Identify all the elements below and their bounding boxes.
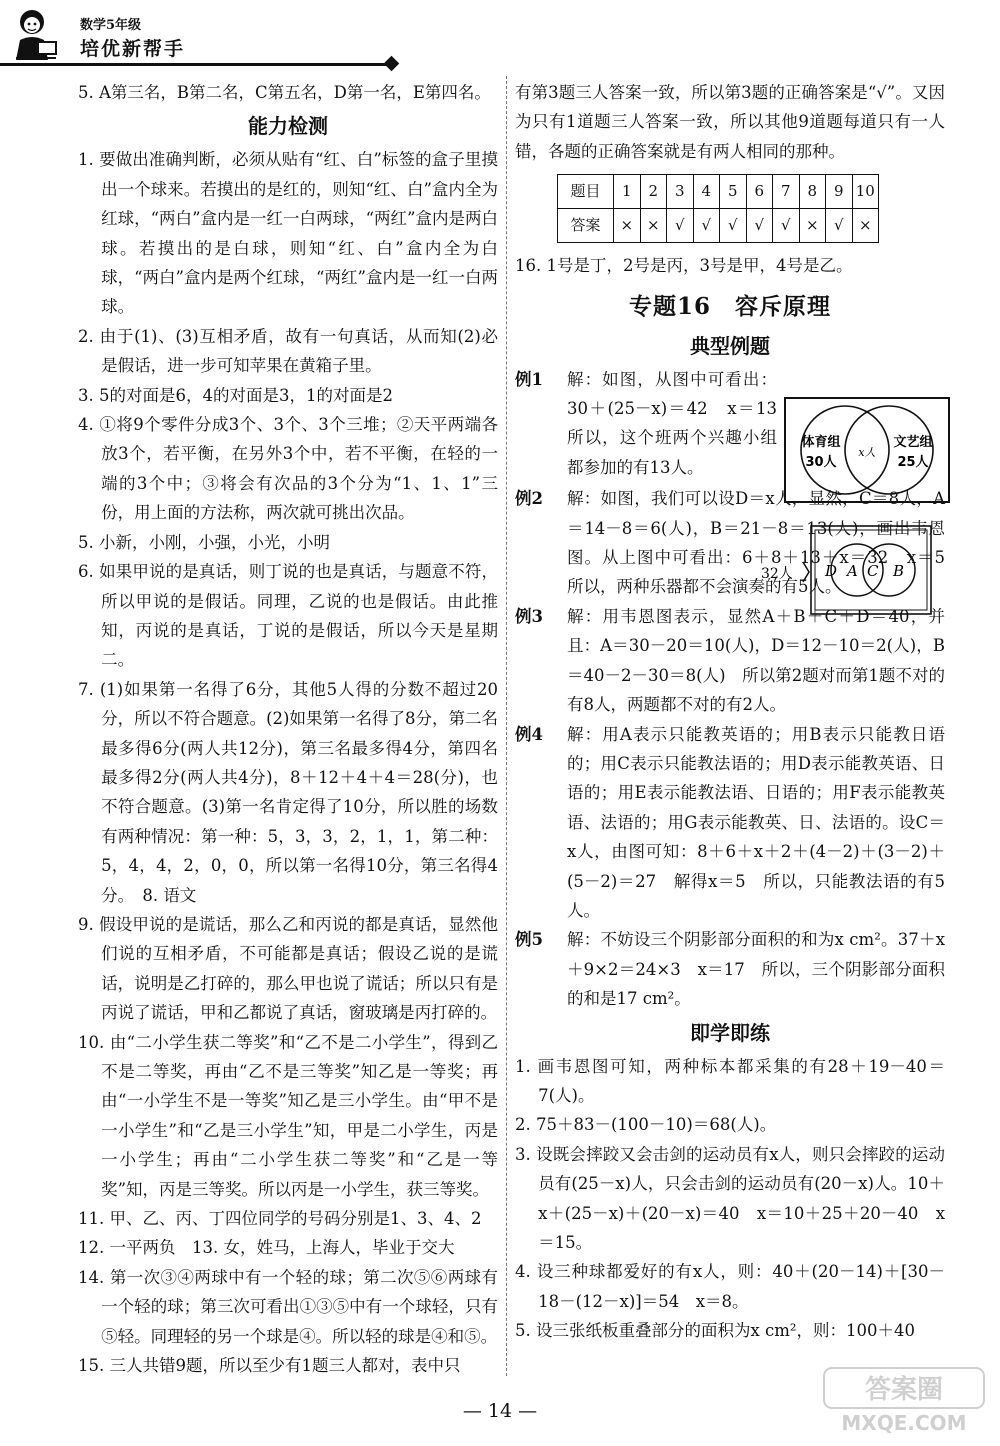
venn-label-middle: x人: [858, 446, 876, 459]
answer-item: 4. ①将9个零件分成3个、3个、3个三堆；②天平两端各放3个，若平衡，在另外3个中，若不平衡，在轻的一端的3个中；③将会有次品的3个分为“1、1、1”三份，用上面的方法称，两次就可挑出次品。: [78, 415, 498, 523]
table-row-header: 答案: [558, 209, 614, 243]
table-cell: 8: [799, 175, 826, 209]
example-text: 解：如图，我们可以设D＝x人，显然，C＝8人，A＝14－8＝6(人)，B＝21－8＝13(人)，画出韦恩图。从上图中可看出：6＋8＋13＋x＝32 x＝5 所以，两种乐器都不会演奏的有5人。: [567, 489, 962, 597]
table-cell: 7: [773, 175, 800, 209]
answer-item: 9. 假设甲说的是谎话，那么乙和丙说的都是真话，显然他们说的互相矛盾，不可能都是真话；假设乙说的是谎话，说明是乙打碎的，那么甲也说了谎话；所以只有是丙说了谎话，甲和乙都说了真话，窗玻璃是丙打碎的。: [78, 914, 498, 1023]
header-rule: [0, 63, 392, 66]
venn-label-left: 体育组: [801, 435, 841, 450]
table-cell: √: [720, 209, 747, 243]
page-number: — 14 —: [462, 1400, 538, 1422]
venn-label-right: 文艺组: [893, 435, 933, 450]
answer-item: 12. 一平两负 13. 女，姓马，上海人，毕业于交大: [78, 1238, 455, 1258]
watermark-top: 答案圈: [864, 1375, 944, 1405]
section-heading-ability-test: 能力检测: [248, 114, 328, 139]
table-cell: √: [667, 209, 694, 243]
answer-item: 15. 三人共错9题，所以至少有1题三人都对，表中只: [78, 1356, 461, 1376]
answer-item: 14. 第一次③④两球中有一个轻的球；第二次⑤⑥两球有一个轻的球；第三次可看出①③⑤中有一个球轻，只有⑤轻。同理轻的另一个球是④。所以轻的球是④和⑤。: [78, 1267, 498, 1346]
example-label: 例2: [515, 489, 543, 509]
answer-item: 1. 要做出准确判断，必须从贴有“红、白”标签的盒子里摸出一个球来。若摸出的是红的，则知“红、白”盒内全为红球，“两白”盒内是一红一白两球，“两红”盒内是两白球。若摸出的是白球，则知“红、白”盒内全为白球，“两白”盒内是两个红球，“两红”盒内是一红一白两球。: [78, 150, 498, 317]
student-mascot-icon: [8, 6, 64, 64]
topic-title: 专题16 容斥原理: [628, 292, 831, 320]
venn-diagram-instruments: [759, 522, 935, 620]
answer-item: 7. (1)如果第一名得了6分，其他5人得的分数不超过20分，所以不符合题意。(2)如果第一名得了8分，第二名最多得6分(两人共12分)，第三名最多得4分，第四名最多得2分(两人共4分)，8＋12＋4＋4＝28(分)，也不符合题意。(3)第一名肯定得了10分，所以胜的场数有两种情况：第一种：5，3，3，2，1，1，第二种：5，4，4，2，0，0，所以第一名得10分，第三名得4分。 8. 语文: [78, 679, 498, 905]
column-divider: [506, 76, 507, 1376]
example-label: 例4: [515, 724, 543, 744]
practice-item: 1. 画韦恩图可知，两种标本都采集的有28＋19－40＝7(人)。: [515, 1056, 945, 1105]
practice-item: 5. 设三张纸板重叠部分的面积为x cm²，则：100＋40: [515, 1321, 916, 1341]
answer-item: 2. 由于(1)、(3)互相矛盾，故有一句真话，从而知(2)必是假话，进一步可知苹果在黄箱子里。: [78, 326, 498, 376]
venn-value-left: 30人: [805, 455, 837, 470]
table-cell: ×: [640, 209, 667, 243]
example-label: 例5: [515, 930, 543, 950]
venn-diagram-interest-groups: [783, 396, 951, 504]
left-column: [78, 78, 498, 1380]
venn-label-c: C: [867, 562, 879, 580]
venn-value-right: 25人: [897, 455, 929, 470]
example-4: [515, 720, 945, 926]
header-title: 培优新帮手: [80, 38, 186, 60]
answer-item: 5. 小新，小刚，小强，小光，小明: [78, 532, 330, 552]
table-cell: 1: [614, 175, 641, 209]
table-cell: √: [773, 209, 800, 243]
table-cell: 4: [693, 175, 720, 209]
venn-total-label: 32人: [761, 566, 793, 582]
table-cell: 5: [720, 175, 747, 209]
table-cell: √: [826, 209, 853, 243]
table-row-answers: [558, 209, 879, 243]
table-row-questions: [558, 175, 879, 209]
answer-item: 6. 如果甲说的是真话，则丁说的也是真话，与题意不符，所以甲说的是假话。同理，乙说的也是假话。由此推知，丙说的是真话，丁说的是假话，所以今天是星期二。: [78, 562, 498, 670]
table-cell: √: [693, 209, 720, 243]
table-cell: 9: [826, 175, 853, 209]
example-label: 例3: [515, 606, 543, 626]
answer-item: 3. 5的对面是6，4的对面是3，1的对面是2: [78, 385, 393, 405]
answer-item: 10. 由“二小学生获二等奖”和“乙不是二小学生”，得到乙不是二等奖，再由“乙不是三等奖”知乙是一等奖；再由“一小学生不是一等奖”知乙是三小学生。由“甲不是一小学生”和“乙是三小学生”知，甲是二小学生，丙是一小学生；再由“二小学生获二等奖”和“乙是一等奖”知，丙是三等奖。所以丙是一小学生，获三等奖。: [78, 1032, 498, 1199]
example-5: [515, 925, 945, 1013]
table-cell: ×: [799, 209, 826, 243]
table-cell: 3: [667, 175, 694, 209]
watermark-logo: [820, 1362, 990, 1438]
answer-continuation: 有第3题三人答案一致，所以第3题的正确答案是“√”。又因为只有1道题三人答案一致，所以其他9道题每道只有一人错，各题的正确答案就是有两人相同的那种。: [515, 83, 945, 161]
example-text: 解：不妨设三个阴影部分面积的和为x cm²。37＋x＋9×2＝24×3 x＝17 所以，三个阴影部分面积的和是17 cm²。: [567, 930, 945, 1009]
answer-item: 11. 甲、乙、丙、丁四位同学的号码分别是1、3、4、2: [78, 1209, 482, 1229]
example-text: 解：用韦恩图表示，显然A＋B＋C＋D＝40，并且：A＝30－20＝10(人)，D＝12－10＝2(人)，B＝40－2－30＝8(人) 所以第2题对而第1题不对的有8人，两题都不对的有2人。: [567, 606, 945, 715]
answer-item: 5. A第三名，B第二名，C第五名，D第一名，E第四名。: [78, 83, 491, 102]
venn-label-b: B: [893, 562, 905, 580]
practice-item: 3. 设既会摔跤又会击剑的运动员有x人，则只会摔跤的运动员有(25－x)人，只会击剑的运动员有(20－x)人。10＋x＋(25－x)＋(20－x)＝40 x＝10＋25＋20－40 x＝15。: [515, 1144, 945, 1252]
section-heading-examples: 典型例题: [690, 333, 770, 358]
header-subtitle: 数学5年级: [80, 18, 142, 33]
venn-label-d: D: [825, 562, 838, 580]
example-label: 例1: [515, 369, 543, 389]
table-cell: 6: [746, 175, 773, 209]
practice-item: 2. 75＋83－(100－10)＝68(人)。: [515, 1115, 777, 1135]
right-column: [515, 78, 962, 1346]
practice-item: 4. 设三种球都爱好的有x人，则：40＋(20－14)＋[30－18－(12－x)]＝54 x＝8。: [515, 1262, 945, 1311]
table-cell: 10: [852, 175, 879, 209]
table-cell: 2: [640, 175, 667, 209]
table-cell: √: [746, 209, 773, 243]
answer-table: [557, 174, 879, 243]
example-text: 解：如图，从图中可看出：30＋(25－x)＝42 x＝13 所以，这个班两个兴趣小组都参加的有13人。: [567, 369, 794, 477]
section-heading-practice: 即学即练: [690, 1020, 770, 1045]
answer-item: 16. 1号是丁，2号是丙，3号是甲，4号是乙。: [515, 256, 853, 276]
page-header: [0, 0, 1000, 72]
venn-label-a: A: [847, 562, 858, 580]
table-row-header: 题目: [558, 175, 614, 209]
table-cell: ×: [852, 209, 879, 243]
watermark-bottom: MXQE.COM: [841, 1411, 967, 1435]
example-text: 解：用A表示只能教英语的；用B表示只能教日语的；用C表示只能教法语的；用D表示能教英语、日语的；用E表示能教法语、日语的；用F表示能教英语、法语的；用G表示能教英、日、法语的。设C＝x人，由图可知：8＋6＋x＋2＋(4－2)＋(3－2)＋(5－2)＝27 解得x＝5 所以，只能教法语的有5人。: [567, 724, 945, 920]
brace-icon: [803, 562, 809, 582]
header-diamond-icon: [384, 56, 400, 72]
example-1: [515, 365, 794, 483]
table-cell: ×: [614, 209, 641, 243]
